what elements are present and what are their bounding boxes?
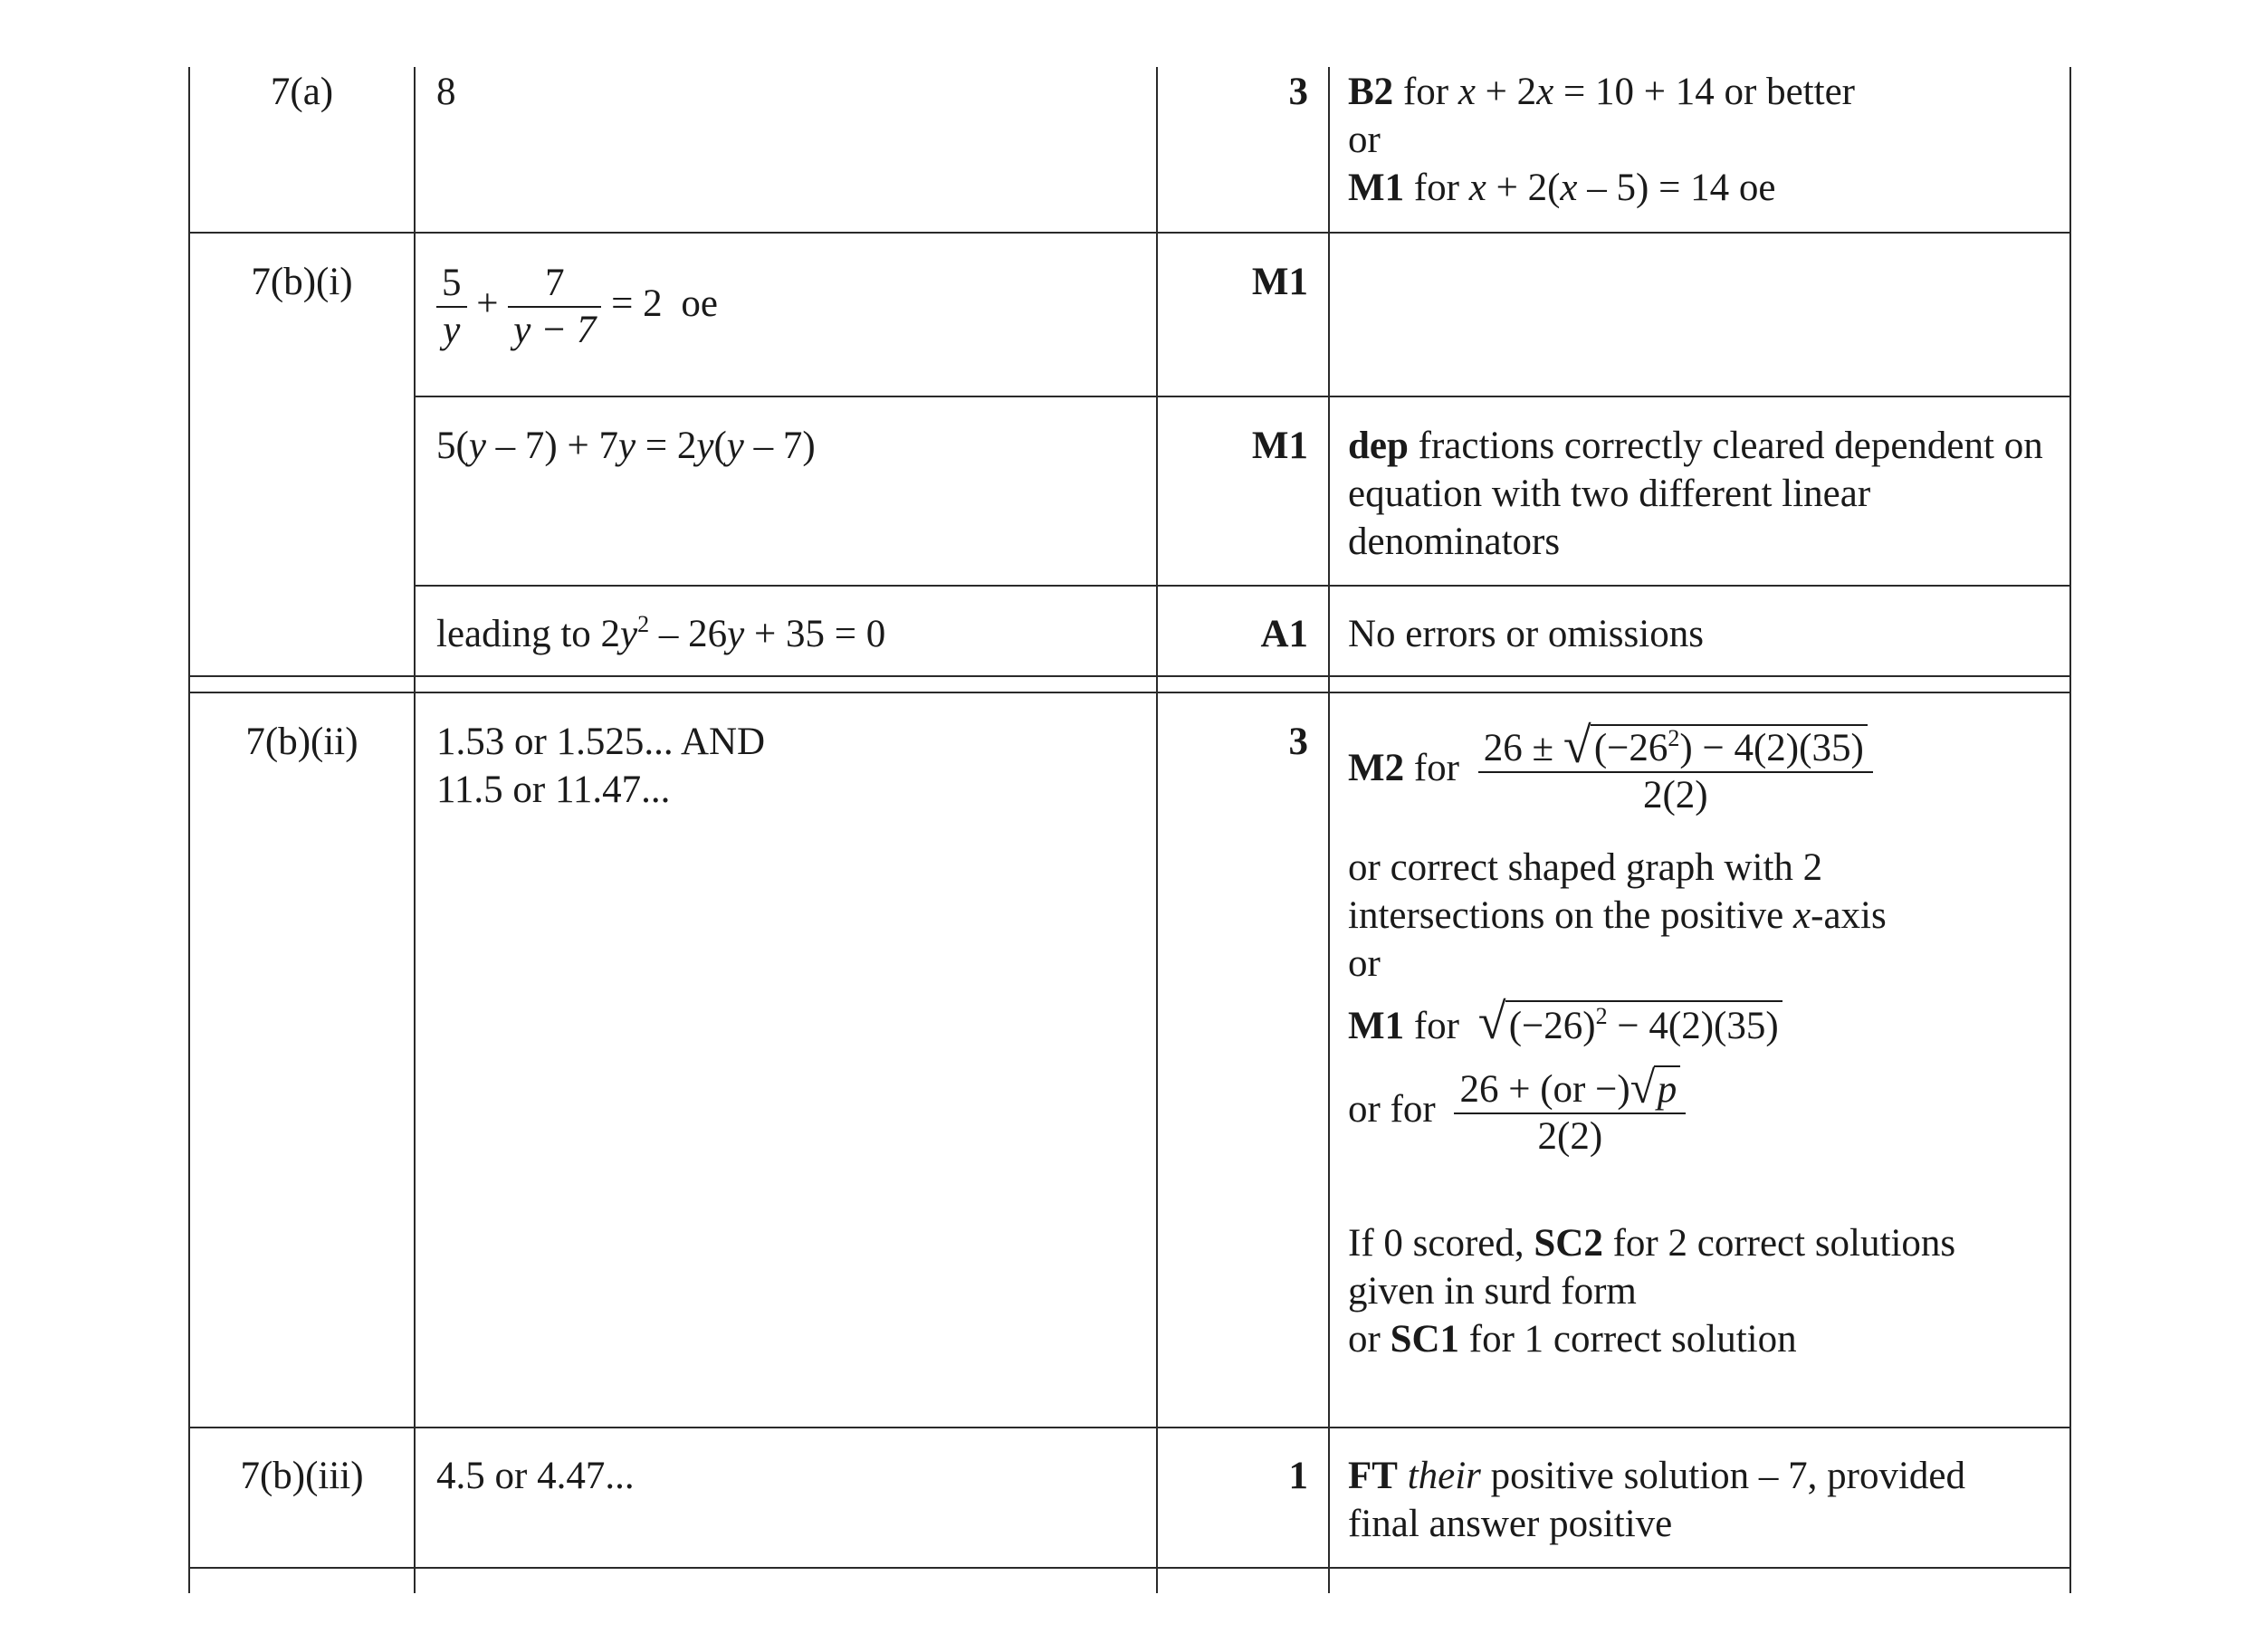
- column-divider-answer: [1156, 67, 1158, 1593]
- guidance-7a-line2: or: [1348, 119, 1381, 161]
- quadratic-formula-fraction: 26 ± √ $(-26^2) - 4(2)(35)$ 2(2): [1478, 724, 1873, 818]
- row-divider-7bii: [188, 1427, 2071, 1428]
- guidance-7bii-or: or: [1348, 942, 1381, 985]
- guidance-7bii-sc-line3: or SC1 for 1 correct solution: [1348, 1318, 1797, 1361]
- marks-7bii: 3: [1288, 721, 1308, 763]
- guidance-7a: [1348, 68, 2063, 212]
- answer-7a: 8: [436, 71, 456, 113]
- fraction-5-over-y: $\frac{5}{y}$: [436, 261, 467, 353]
- row-divider-7biii: [188, 1567, 2071, 1569]
- guidance-7bii-graph-line1: or correct shaped graph with 2: [1348, 846, 1823, 889]
- answer-7bi-step1: $\frac{5}{y}$ + $\frac{7}{y - 7}$ = 2 oe: [436, 261, 718, 353]
- marks-7bi-step3: A1: [1260, 613, 1308, 655]
- square-root-p: √ p: [1630, 1065, 1681, 1112]
- square-root-m1: √ $(-26)^2 - 4(2)(35)$: [1478, 1000, 1782, 1050]
- guidance-7bii-sc-line1: If 0 scored, SC2 for 2 correct solutions: [1348, 1222, 1956, 1265]
- guidance-7bii-m2: M2 for 26 ± √ $(-26^2) - 4(2)(35)$ 2(2): [1348, 724, 2063, 844]
- guidance-7biii-line2: final answer positive: [1348, 1503, 1673, 1545]
- answer-7bii-line1: 1.53 or 1.525... AND: [436, 721, 766, 763]
- row-divider-7bi-step1: [414, 396, 2071, 397]
- answer-7bi-step3: leading to $2y^2 - 26y + 35 = 0$: [436, 611, 886, 655]
- guidance-7bi-step3: No errors or omissions: [1348, 613, 1704, 655]
- fraction-7-over-y-minus-7: $\frac{7}{y - 7}$: [508, 261, 601, 353]
- guidance-7bii-graph-line2: intersections on the positive x-axis: [1348, 894, 1887, 937]
- answer-7bii: [436, 718, 765, 814]
- row-divider-7bi-step2: [414, 585, 2071, 587]
- guidance-7bii-sc-line2: given in surd form: [1348, 1270, 1637, 1313]
- marks-7biii: 1: [1288, 1455, 1308, 1497]
- column-divider-question: [414, 67, 416, 1593]
- question-number-7biii: 7(b)(iii): [240, 1455, 364, 1497]
- guidance-7biii: [1348, 1452, 2063, 1548]
- question-number-7bi: 7(b)(i): [251, 261, 353, 303]
- guidance-7bii-orfor: or for 26 + (or −) √ p 2(2): [1348, 1065, 2063, 1219]
- guidance-7bii: [1348, 718, 2063, 1363]
- marks-7bi-step1: M1: [1251, 261, 1308, 303]
- column-divider-marks: [1328, 67, 1330, 1593]
- answer-7bi-step2: 5(y – 7) + 7y = 2y(y – 7): [436, 425, 816, 467]
- square-root-discriminant: √ $(-26^2) - 4(2)(35)$: [1563, 724, 1868, 771]
- guidance-7bi-step2: dep fractions correctly cleared dependent on equation with two different linear denominators: [1348, 425, 2043, 563]
- marks-7bi-step2: M1: [1251, 425, 1308, 467]
- answer-7biii: 4.5 or 4.47...: [436, 1455, 635, 1497]
- fraction-26-plus-or-minus-root-p: 26 + (or −) √ p 2(2): [1454, 1065, 1686, 1160]
- guidance-7bii-m1: M1 for √ $(-26)^2 - 4(2)(35)$: [1348, 1000, 2063, 1065]
- marks-7a: 3: [1288, 71, 1308, 113]
- question-number-7a: 7(a): [270, 71, 334, 113]
- row-divider-7bi-double-top: [188, 675, 2071, 677]
- guidance-7a-line1: B2 for x + 2x = 10 + 14 or better: [1348, 71, 1855, 113]
- row-divider-7bi-double-bottom: [188, 692, 2071, 693]
- question-number-7bii: 7(b)(ii): [245, 721, 358, 763]
- table-border-right: [2069, 67, 2071, 1593]
- guidance-7biii-line1: FT their positive solution – 7, provided: [1348, 1455, 1966, 1497]
- answer-7bii-line2: 11.5 or 11.47...: [436, 769, 671, 811]
- guidance-7a-line3: M1 for x + 2(x – 5) = 14 oe: [1348, 167, 1776, 209]
- row-divider-7a: [188, 232, 2071, 234]
